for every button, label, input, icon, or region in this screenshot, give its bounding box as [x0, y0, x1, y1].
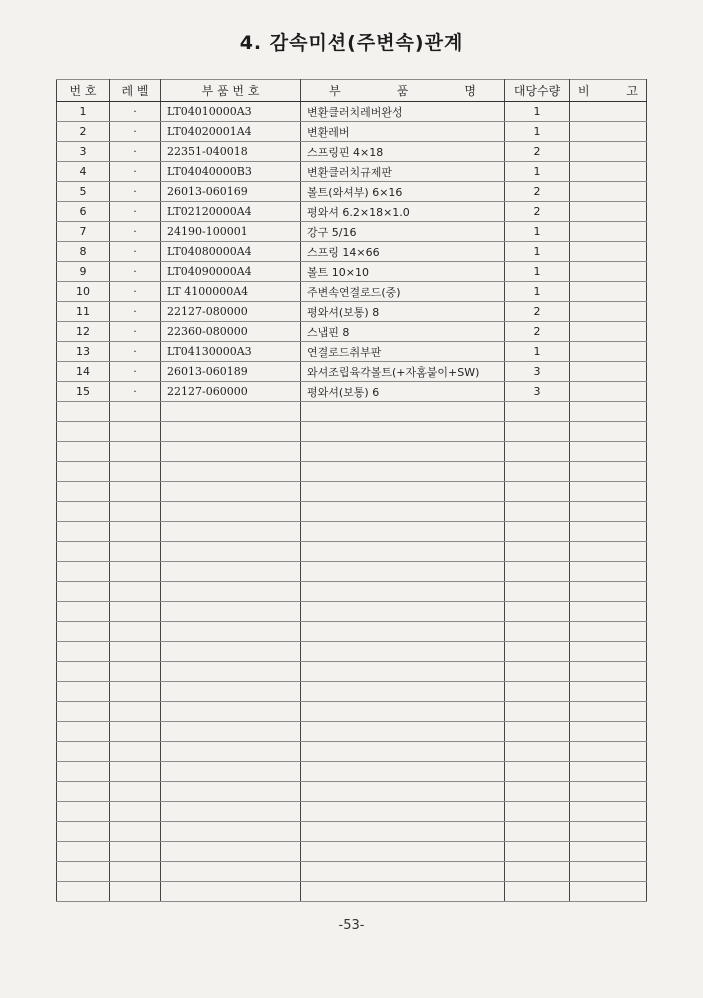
cell-part-no: 22360-080000 [161, 322, 301, 342]
cell-level [110, 682, 161, 702]
cell-qty: 2 [505, 142, 570, 162]
cell-no [57, 722, 110, 742]
cell-no [57, 582, 110, 602]
cell-qty: 1 [505, 242, 570, 262]
cell-remark [570, 782, 647, 802]
cell-remark [570, 342, 647, 362]
cell-part-no: 22127-060000 [161, 382, 301, 402]
table-row [57, 122, 647, 142]
cell-level: · [110, 122, 161, 142]
cell-level [110, 502, 161, 522]
cell-level [110, 662, 161, 682]
cell-part-no: LT04130000A3 [161, 342, 301, 362]
table-row-empty [57, 882, 647, 902]
table-row-empty [57, 622, 647, 642]
cell-qty: 1 [505, 222, 570, 242]
cell-remark [570, 582, 647, 602]
cell-name [301, 702, 505, 722]
cell-name: 변환클러치레버완성 [301, 102, 505, 122]
cell-no: 13 [57, 342, 110, 362]
table-row-empty [57, 502, 647, 522]
cell-name [301, 562, 505, 582]
cell-name: 평와셔(보통) 6 [301, 382, 505, 402]
cell-part-no [161, 402, 301, 422]
table-row [57, 142, 647, 162]
cell-level [110, 862, 161, 882]
cell-no: 11 [57, 302, 110, 322]
cell-qty [505, 562, 570, 582]
cell-remark [570, 722, 647, 742]
table-row [57, 262, 647, 282]
cell-level [110, 622, 161, 642]
cell-remark [570, 402, 647, 422]
cell-part-no [161, 862, 301, 882]
cell-level [110, 642, 161, 662]
cell-remark [570, 462, 647, 482]
cell-no [57, 862, 110, 882]
table-row-empty [57, 402, 647, 422]
cell-level [110, 742, 161, 762]
cell-qty [505, 742, 570, 762]
cell-name [301, 822, 505, 842]
cell-no: 8 [57, 242, 110, 262]
cell-remark [570, 142, 647, 162]
table-row [57, 322, 647, 342]
cell-qty [505, 622, 570, 642]
header-name-char-1: 부 [329, 84, 341, 98]
cell-no [57, 442, 110, 462]
cell-no [57, 462, 110, 482]
cell-no [57, 602, 110, 622]
cell-no [57, 502, 110, 522]
cell-level [110, 422, 161, 442]
cell-qty [505, 662, 570, 682]
parts-table [56, 79, 647, 902]
table-row-empty [57, 642, 647, 662]
cell-no [57, 642, 110, 662]
cell-name: 와셔조립육각볼트(+자홈붙이+SW) [301, 362, 505, 382]
cell-remark [570, 882, 647, 902]
cell-part-no [161, 522, 301, 542]
cell-qty [505, 722, 570, 742]
cell-level [110, 762, 161, 782]
cell-no: 14 [57, 362, 110, 382]
cell-part-no: LT04090000A4 [161, 262, 301, 282]
cell-level: · [110, 322, 161, 342]
table-row-empty [57, 842, 647, 862]
cell-level: · [110, 342, 161, 362]
cell-no: 10 [57, 282, 110, 302]
cell-remark [570, 482, 647, 502]
cell-remark [570, 522, 647, 542]
cell-no: 7 [57, 222, 110, 242]
cell-part-no [161, 762, 301, 782]
cell-part-no: LT04040000B3 [161, 162, 301, 182]
cell-part-no [161, 462, 301, 482]
cell-level: · [110, 302, 161, 322]
cell-level [110, 582, 161, 602]
cell-no [57, 622, 110, 642]
header-remark-char-1: 비 [578, 84, 590, 98]
cell-level [110, 722, 161, 742]
cell-no [57, 682, 110, 702]
cell-level [110, 562, 161, 582]
cell-remark [570, 542, 647, 562]
cell-remark [570, 302, 647, 322]
header-part-no: 부 품 번 호 [161, 80, 301, 102]
cell-name [301, 882, 505, 902]
cell-name [301, 622, 505, 642]
cell-remark [570, 602, 647, 622]
cell-no [57, 542, 110, 562]
cell-level [110, 442, 161, 462]
header-name-char-3: 명 [464, 84, 476, 98]
cell-name [301, 842, 505, 862]
cell-remark [570, 862, 647, 882]
cell-remark [570, 222, 647, 242]
cell-qty: 1 [505, 342, 570, 362]
cell-name [301, 602, 505, 622]
table-row [57, 202, 647, 222]
table-row [57, 282, 647, 302]
cell-name: 스프링 14×66 [301, 242, 505, 262]
cell-level [110, 522, 161, 542]
header-remark [570, 80, 647, 102]
table-row-empty [57, 602, 647, 622]
table-row-empty [57, 582, 647, 602]
table-header-row [57, 80, 647, 102]
cell-no: 1 [57, 102, 110, 122]
table-row [57, 222, 647, 242]
table-row-empty [57, 562, 647, 582]
cell-remark [570, 702, 647, 722]
cell-remark [570, 382, 647, 402]
cell-name: 평와셔 6.2×18×1.0 [301, 202, 505, 222]
cell-no: 9 [57, 262, 110, 282]
cell-name [301, 762, 505, 782]
cell-part-no [161, 702, 301, 722]
cell-part-no [161, 662, 301, 682]
cell-qty: 2 [505, 202, 570, 222]
cell-qty [505, 482, 570, 502]
cell-level: · [110, 222, 161, 242]
cell-qty [505, 882, 570, 902]
cell-no [57, 422, 110, 442]
cell-no [57, 742, 110, 762]
cell-qty [505, 462, 570, 482]
cell-level: · [110, 162, 161, 182]
cell-name [301, 522, 505, 542]
cell-name: 변환클러치규제판 [301, 162, 505, 182]
cell-remark [570, 562, 647, 582]
cell-part-no [161, 562, 301, 582]
page-title: 4. 감속미션(주변속)관계 [239, 32, 464, 54]
table-row-empty [57, 542, 647, 562]
cell-remark [570, 442, 647, 462]
cell-name [301, 482, 505, 502]
header-name [301, 80, 505, 102]
header-level: 레 벨 [110, 80, 161, 102]
cell-name: 강구 5/16 [301, 222, 505, 242]
cell-no [57, 482, 110, 502]
cell-part-no [161, 542, 301, 562]
cell-part-no [161, 822, 301, 842]
cell-remark [570, 202, 647, 222]
cell-name [301, 582, 505, 602]
cell-name: 스냅핀 8 [301, 322, 505, 342]
cell-name: 변환레버 [301, 122, 505, 142]
cell-name [301, 402, 505, 422]
cell-qty: 2 [505, 322, 570, 342]
cell-name [301, 742, 505, 762]
table-row-empty [57, 682, 647, 702]
cell-name [301, 502, 505, 522]
cell-name [301, 782, 505, 802]
cell-qty [505, 442, 570, 462]
table-row-empty [57, 442, 647, 462]
cell-qty [505, 762, 570, 782]
cell-qty: 3 [505, 382, 570, 402]
cell-name [301, 802, 505, 822]
cell-remark [570, 502, 647, 522]
header-no: 번 호 [57, 80, 110, 102]
cell-remark [570, 182, 647, 202]
cell-level [110, 842, 161, 862]
cell-no: 12 [57, 322, 110, 342]
cell-level: · [110, 202, 161, 222]
table-row-empty [57, 462, 647, 482]
table-row [57, 162, 647, 182]
cell-remark [570, 282, 647, 302]
cell-qty [505, 502, 570, 522]
cell-remark [570, 662, 647, 682]
cell-name: 평와셔(보통) 8 [301, 302, 505, 322]
table-row-empty [57, 422, 647, 442]
table-row [57, 382, 647, 402]
cell-part-no: 26013-060169 [161, 182, 301, 202]
cell-name [301, 542, 505, 562]
cell-qty [505, 682, 570, 702]
cell-qty: 1 [505, 262, 570, 282]
cell-level [110, 602, 161, 622]
cell-part-no [161, 622, 301, 642]
cell-level [110, 462, 161, 482]
cell-name [301, 462, 505, 482]
table-row [57, 302, 647, 322]
table-row [57, 342, 647, 362]
cell-remark [570, 362, 647, 382]
cell-part-no: LT04020001A4 [161, 122, 301, 142]
cell-remark [570, 162, 647, 182]
cell-part-no: 22351-040018 [161, 142, 301, 162]
cell-qty [505, 582, 570, 602]
cell-name: 연결로드취부판 [301, 342, 505, 362]
cell-level [110, 482, 161, 502]
cell-part-no [161, 642, 301, 662]
cell-level: · [110, 142, 161, 162]
cell-no [57, 822, 110, 842]
cell-remark [570, 682, 647, 702]
cell-part-no [161, 582, 301, 602]
cell-name [301, 722, 505, 742]
table-row-empty [57, 522, 647, 542]
table-row-empty [57, 702, 647, 722]
cell-level: · [110, 362, 161, 382]
cell-remark [570, 842, 647, 862]
cell-part-no: 24190-100001 [161, 222, 301, 242]
cell-part-no [161, 482, 301, 502]
header-remark-char-2: 고 [626, 84, 638, 98]
cell-part-no [161, 882, 301, 902]
cell-level: · [110, 262, 161, 282]
cell-part-no [161, 722, 301, 742]
cell-qty [505, 642, 570, 662]
cell-no: 3 [57, 142, 110, 162]
header-name-char-2: 품 [396, 84, 409, 98]
cell-qty: 1 [505, 282, 570, 302]
cell-level [110, 702, 161, 722]
cell-level: · [110, 282, 161, 302]
table-row-empty [57, 782, 647, 802]
cell-name: 볼트(와셔부) 6×16 [301, 182, 505, 202]
cell-part-no: 22127-080000 [161, 302, 301, 322]
cell-name [301, 442, 505, 462]
cell-remark [570, 122, 647, 142]
cell-name: 주변속연결로드(중) [301, 282, 505, 302]
cell-level [110, 822, 161, 842]
table-row-empty [57, 662, 647, 682]
cell-part-no [161, 502, 301, 522]
cell-part-no [161, 782, 301, 802]
cell-no [57, 662, 110, 682]
cell-qty [505, 842, 570, 862]
cell-remark [570, 322, 647, 342]
cell-part-no [161, 682, 301, 702]
cell-qty [505, 802, 570, 822]
cell-part-no [161, 742, 301, 762]
cell-no: 4 [57, 162, 110, 182]
cell-no [57, 762, 110, 782]
cell-level [110, 402, 161, 422]
cell-no: 2 [57, 122, 110, 142]
table-body [57, 102, 647, 902]
cell-qty [505, 602, 570, 622]
cell-remark [570, 762, 647, 782]
cell-name [301, 862, 505, 882]
cell-level [110, 882, 161, 902]
cell-remark [570, 262, 647, 282]
cell-qty [505, 862, 570, 882]
table-row-empty [57, 862, 647, 882]
cell-part-no: LT04010000A3 [161, 102, 301, 122]
cell-qty [505, 402, 570, 422]
cell-remark [570, 642, 647, 662]
cell-qty: 1 [505, 102, 570, 122]
table-row-empty [57, 762, 647, 782]
cell-qty [505, 422, 570, 442]
cell-qty [505, 702, 570, 722]
cell-name [301, 642, 505, 662]
cell-part-no [161, 602, 301, 622]
page-number: -53- [338, 918, 365, 933]
cell-level [110, 782, 161, 802]
cell-level [110, 542, 161, 562]
cell-part-no: LT02120000A4 [161, 202, 301, 222]
cell-part-no [161, 802, 301, 822]
table-row [57, 242, 647, 262]
table-row-empty [57, 742, 647, 762]
cell-remark [570, 802, 647, 822]
cell-part-no: LT 4100000A4 [161, 282, 301, 302]
cell-part-no: LT04080000A4 [161, 242, 301, 262]
cell-no [57, 522, 110, 542]
cell-level: · [110, 242, 161, 262]
cell-remark [570, 822, 647, 842]
cell-no: 5 [57, 182, 110, 202]
cell-remark [570, 622, 647, 642]
cell-qty: 1 [505, 122, 570, 142]
cell-name: 볼트 10×10 [301, 262, 505, 282]
cell-name: 스프링핀 4×18 [301, 142, 505, 162]
cell-level: · [110, 382, 161, 402]
cell-name [301, 682, 505, 702]
cell-qty: 2 [505, 182, 570, 202]
cell-qty: 1 [505, 162, 570, 182]
cell-qty [505, 522, 570, 542]
cell-remark [570, 742, 647, 762]
cell-level: · [110, 102, 161, 122]
cell-qty [505, 782, 570, 802]
table-row-empty [57, 822, 647, 842]
cell-qty: 3 [505, 362, 570, 382]
cell-qty: 2 [505, 302, 570, 322]
cell-name [301, 662, 505, 682]
cell-no [57, 562, 110, 582]
cell-no [57, 802, 110, 822]
cell-no [57, 882, 110, 902]
cell-part-no [161, 422, 301, 442]
cell-part-no [161, 842, 301, 862]
cell-qty [505, 542, 570, 562]
cell-remark [570, 422, 647, 442]
cell-no [57, 842, 110, 862]
table-row-empty [57, 722, 647, 742]
cell-remark [570, 242, 647, 262]
header-qty: 대당수량 [505, 80, 570, 102]
cell-no: 15 [57, 382, 110, 402]
cell-level [110, 802, 161, 822]
cell-level: · [110, 182, 161, 202]
cell-no [57, 782, 110, 802]
cell-qty [505, 822, 570, 842]
table-row [57, 362, 647, 382]
cell-remark [570, 102, 647, 122]
cell-part-no [161, 442, 301, 462]
cell-part-no: 26013-060189 [161, 362, 301, 382]
table-row-empty [57, 482, 647, 502]
cell-no [57, 402, 110, 422]
table-row-empty [57, 802, 647, 822]
table-row [57, 102, 647, 122]
cell-name [301, 422, 505, 442]
table-row [57, 182, 647, 202]
cell-no [57, 702, 110, 722]
cell-no: 6 [57, 202, 110, 222]
